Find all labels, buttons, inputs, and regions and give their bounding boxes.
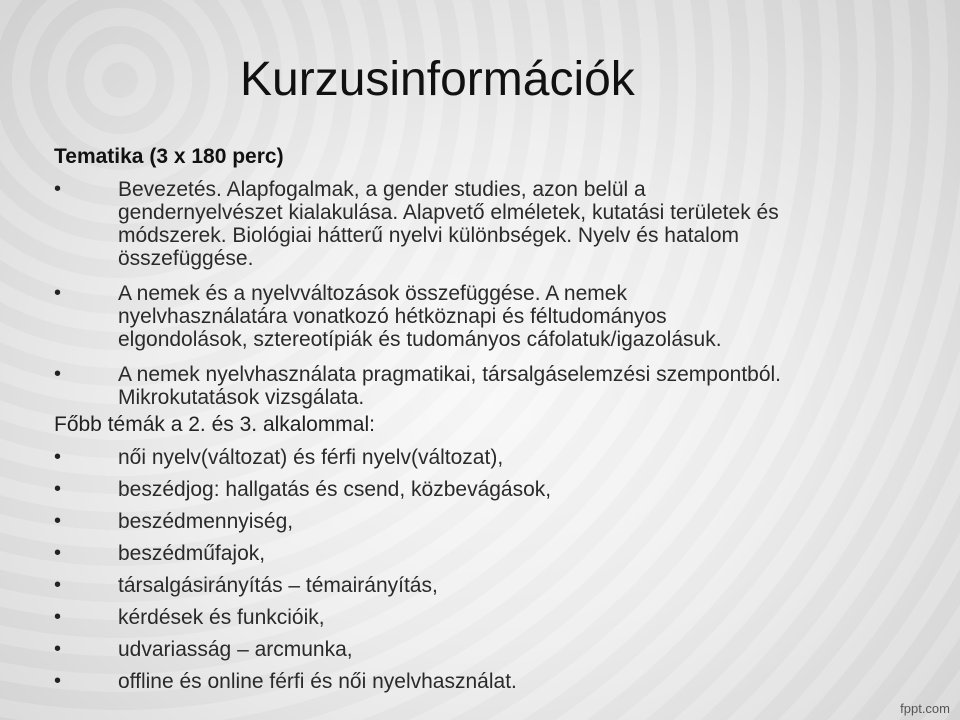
list-item-text: offline és online férfi és női nyelvhasználat.	[118, 670, 517, 693]
list-item	[54, 574, 934, 597]
list-item-line: A nemek és a nyelvváltozások összefüggése. A nemek	[118, 282, 627, 305]
list-item	[54, 363, 934, 409]
section-heading-themes: Főbb témák a 2. és 3. alkalommal:	[54, 413, 375, 436]
list-item	[54, 670, 934, 693]
fppt-logo: fppt.com	[900, 701, 950, 716]
list-item	[54, 446, 934, 469]
themes-list	[54, 446, 934, 693]
list-item	[54, 282, 934, 351]
bullet-icon: •	[54, 178, 62, 200]
list-item-line: gendernyelvészet kialakulása. Alapvető elméletek, kutatási területek és	[118, 201, 779, 224]
bullet-icon: •	[54, 478, 62, 500]
list-item	[54, 606, 934, 629]
list-item-text: beszédjog: hallgatás és csend, közbevágások,	[118, 478, 552, 501]
list-item-text: beszédműfajok,	[118, 542, 266, 565]
list-item-text: társalgásirányítás – témairányítás,	[118, 574, 438, 597]
list-item-line: módszerek. Biológiai hátterű nyelvi különbségek. Nyelv és hatalom	[118, 224, 739, 247]
bullet-icon: •	[54, 542, 62, 564]
bullet-icon: •	[54, 282, 62, 304]
list-item-line: Mikrokutatások vizsgálata.	[118, 386, 365, 409]
list-item-text: udvariasság – arcmunka,	[118, 638, 353, 661]
list-item-line: A nemek nyelvhasználata pragmatikai, társalgáselemzési szempontból.	[118, 363, 782, 386]
list-item	[54, 178, 934, 270]
bullet-icon: •	[54, 446, 62, 468]
bullet-icon: •	[54, 606, 62, 628]
list-item-line: nyelvhasználatára vonatkozó hétköznapi és féltudományos	[118, 305, 667, 328]
list-item-line: Bevezetés. Alapfogalmak, a gender studies, azon belül a	[118, 178, 646, 201]
list-item	[54, 510, 934, 533]
bullet-icon: •	[54, 510, 62, 532]
list-item-text: női nyelv(változat) és férfi nyelv(változat),	[118, 446, 504, 469]
slide-title: Kurzusinformációk	[240, 53, 635, 106]
bullet-icon: •	[54, 363, 62, 385]
topic-list	[54, 178, 934, 409]
list-item-line: összefüggése.	[118, 247, 254, 270]
list-item	[54, 478, 934, 501]
bullet-icon: •	[54, 574, 62, 596]
list-item-line: elgondolások, sztereotípiák és tudományos cáfolatuk/igazolásuk.	[118, 328, 722, 351]
section-heading-tematika: Tematika (3 x 180 perc)	[54, 145, 284, 168]
bullet-icon: •	[54, 638, 62, 660]
list-item-text: kérdések és funkcióik,	[118, 606, 325, 629]
list-item-text: beszédmennyiség,	[118, 510, 294, 533]
list-item	[54, 542, 934, 565]
bullet-icon: •	[54, 670, 62, 692]
list-item	[54, 638, 934, 661]
